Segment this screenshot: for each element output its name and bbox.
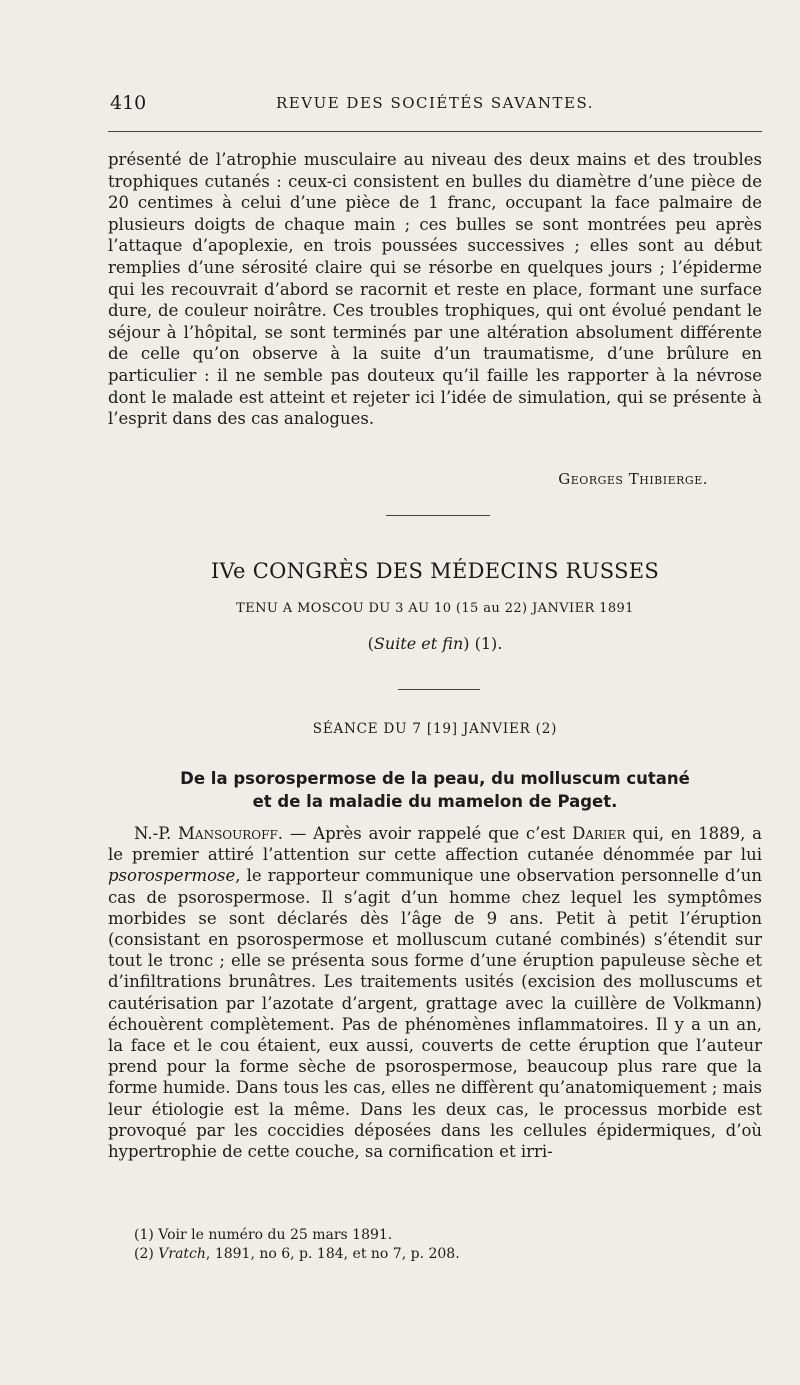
footnote-2 bbox=[134, 1245, 460, 1264]
article-title bbox=[108, 767, 762, 813]
suite-note: (Suite et fin) (1). bbox=[367, 634, 503, 653]
term-psorospermose: psorospermose bbox=[108, 866, 236, 886]
footnote-2-ref: , 1891, no 6, p. 184, et no 7, p. 208. bbox=[205, 1246, 460, 1262]
page-header bbox=[110, 92, 760, 116]
footnote-2-journal: Vratch bbox=[158, 1246, 206, 1262]
article-title-line-2: et de la maladie du mamelon de Paget. bbox=[252, 792, 618, 811]
section-divider bbox=[386, 515, 490, 516]
author-signature: Georges Thibierge. bbox=[558, 470, 708, 488]
footnote-1: (1) Voir le numéro du 25 mars 1891. bbox=[134, 1227, 393, 1243]
subsection-divider bbox=[398, 689, 480, 690]
report-text-b: qui, en 1889, a le premier attiré l’attention sur cette affection cutanée dénommée par lui bbox=[108, 824, 762, 865]
paragraph-report bbox=[108, 823, 762, 1162]
suite-footnote-ref: (1). bbox=[474, 634, 503, 653]
section-subtitle: TENU A MOSCOU DU 3 AU 10 (15 au 22) JANVIER 1891 bbox=[236, 601, 634, 616]
report-text-c: , le rapporteur communique une observation personnelle d’un cas de psorospermose. Il s’agit d’un homme chez lequel les symptômes morbides se sont déclarés dès l’âge de 9 ans. Petit à petit l’éruption (consistant en psorospermose et molluscum cutané combinés) s’étendit sur tout le tronc ; elle se présenta sous forme d’une éruption papuleuse sèche et d’infiltrations brunâtres. Les traitements usités (excision des molluscums et cautérisation par l’azotate d’argent, grattage avec la cuillère de Volkmann) échouèrent complètement. Pas de phénomènes inflammatoires. Il y a un an, la face et le cou étaient, eux aussi, couverts de cette éruption que l’auteur prend pour la forme sèche de psorospermose, beaucoup plus rare que la forme humide. Dans tous les cas, elles ne diffèrent qu’anatomiquement ; mais leur étiologie est la même. Dans les deux cas, le processus morbide est provoqué par les coccidies déposées dans les cellules épidermiques, d’où hypertrophie de cette couche, sa cornification et irri- bbox=[108, 866, 762, 1162]
report-text-a: — Après avoir rappelé que c’est bbox=[283, 824, 573, 843]
footnotes bbox=[134, 1226, 460, 1264]
article-title-line-1: De la psorospermose de la peau, du molluscum cutané bbox=[180, 769, 690, 788]
seance-heading: SÉANCE DU 7 [19] JANVIER (2) bbox=[312, 721, 558, 737]
section-title: IVe CONGRÈS DES MÉDECINS RUSSES bbox=[210, 559, 660, 583]
paragraph-continued: présenté de l’atrophie musculaire au niveau des deux mains et des troubles trophiques cutanés : ceux-ci consistent en bulles du diamètre d’une pièce de 20 centimes à celui d’une pièce de 1 franc, occupant la face palmaire de plusieurs doigts de chaque main ; ces bulles se sont montrées peu après l’attaque d’apoplexie, en trois poussées successives ; elles sont au début remplies d’une sérosité claire qui se résorbe en quelques jours ; l’épiderme qui les recouvrait d’abord se racornit et reste en place, formant une surface dure, de couleur noirâtre. Ces troubles trophiques, qui ont évolué pendant le séjour à l’hôpital, se sont terminés par une altération absolument différente de celle qu’on observe à la suite d’un traumatisme, d’une brûlure en particulier : il ne semble pas douteux qu’il faille les rapporter à la névrose dont le malade est atteint et rejeter ici l’idée de simulation, qui se présente à l’esprit dans des cas analogues. bbox=[108, 150, 762, 429]
footnote-2-num: (2) bbox=[134, 1246, 159, 1262]
name-darier: Darier bbox=[572, 824, 626, 843]
suite-label: Suite et fin bbox=[373, 634, 464, 653]
report-author: N.-P. Mansouroff. bbox=[134, 824, 284, 843]
running-title: REVUE DES SOCIÉTÉS SAVANTES. bbox=[276, 94, 594, 112]
page-number: 410 bbox=[110, 92, 147, 114]
header-rule bbox=[108, 131, 762, 132]
